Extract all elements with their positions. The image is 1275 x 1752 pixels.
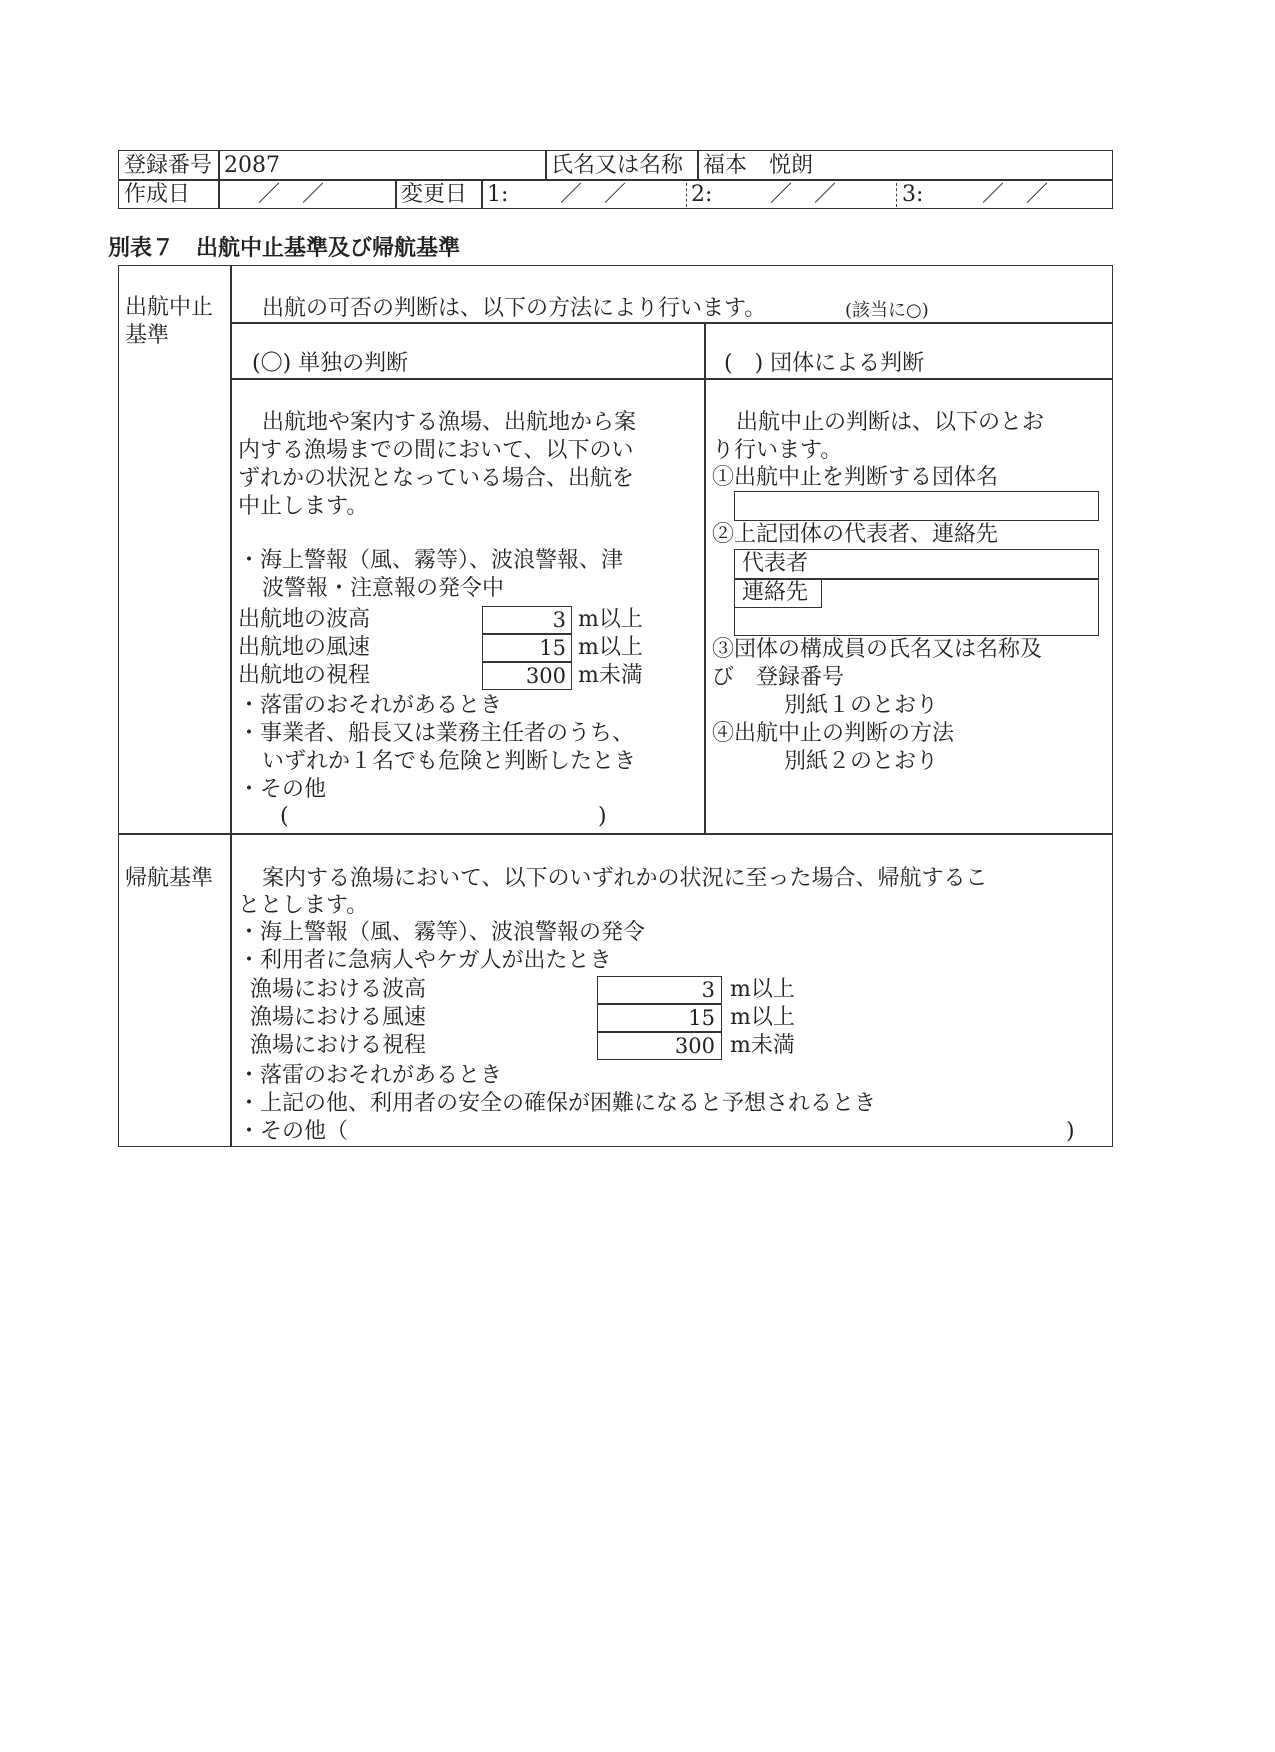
return-bullet-4: ・上記の他、利用者の安全の確保が困難になると予想されるとき bbox=[238, 1091, 877, 1116]
left-other-open: ( bbox=[280, 804, 289, 829]
left-other-close: ) bbox=[598, 804, 607, 829]
header-col-line bbox=[218, 150, 220, 209]
contact-label: 連絡先 bbox=[742, 580, 809, 605]
left-criterion-label: 出航地の視程 bbox=[238, 663, 371, 688]
right-item-2: ②上記団体の代表者、連絡先 bbox=[712, 522, 999, 547]
return-criterion-label: 漁場における風速 bbox=[250, 1005, 427, 1030]
left-criterion-unit: m以上 bbox=[578, 607, 643, 632]
header-dash bbox=[896, 183, 897, 207]
left-bullet-2: ・落雷のおそれがあるとき bbox=[238, 693, 503, 718]
left-bullet-3: ・事業者、船長又は業務主任者のうち、 bbox=[238, 721, 635, 746]
name-label: 氏名又は名称 bbox=[551, 153, 684, 178]
col-header-bottom-line bbox=[230, 378, 1113, 380]
change-2-label: 2: bbox=[691, 182, 713, 207]
left-bullet-4: ・その他 bbox=[238, 777, 327, 802]
right-item-4: ④出航中止の判断の方法 bbox=[712, 721, 955, 746]
col-header-group: ( ) 団体による判断 bbox=[724, 351, 925, 376]
departure-intro-note: (該当に○) bbox=[845, 300, 929, 321]
left-criterion-unit: m以上 bbox=[578, 635, 643, 660]
left-criterion-unit: m未満 bbox=[578, 663, 643, 688]
change-3-date: ／ ／ bbox=[982, 182, 1049, 207]
change-2-date: ／ ／ bbox=[770, 182, 837, 207]
left-para-4: 中止します。 bbox=[238, 494, 369, 519]
left-bullet-3-cont: いずれか１名でも危険と判断したとき bbox=[262, 749, 637, 774]
return-bullet-5-close: ) bbox=[1066, 1119, 1075, 1144]
right-para-2: り行います。 bbox=[712, 438, 843, 463]
intro-bottom-line bbox=[230, 322, 1113, 324]
reg-no-label: 登録番号 bbox=[124, 153, 213, 178]
rep-label: 代表者 bbox=[742, 551, 809, 576]
col-header-single: (〇) 単独の判断 bbox=[252, 351, 409, 376]
header-dash bbox=[686, 183, 687, 207]
departure-row-label: 出航中止 bbox=[125, 295, 214, 320]
created-date: ／ ／ bbox=[258, 182, 325, 207]
left-criterion-label: 出航地の風速 bbox=[238, 635, 371, 660]
return-criterion-value: 300 bbox=[674, 1034, 715, 1058]
change-3-label: 3: bbox=[902, 182, 924, 207]
left-para-3: ずれかの状況となっている場合、出航を bbox=[238, 466, 635, 491]
departure-row-label-2: 基準 bbox=[125, 323, 170, 348]
return-para-1: 案内する漁場において、以下のいずれかの状況に至った場合、帰航するこ bbox=[262, 866, 988, 891]
right-para-1: 出航中止の判断は、以下のとお bbox=[736, 410, 1045, 435]
return-criterion-value: 15 bbox=[688, 1006, 715, 1030]
return-row-label: 帰航基準 bbox=[125, 866, 214, 891]
departure-intro: 出航の可否の判断は、以下の方法により行います。 bbox=[262, 296, 767, 321]
return-bullet-2: ・利用者に急病人やケガ人が出たとき bbox=[238, 948, 612, 973]
header-col-line bbox=[481, 180, 483, 209]
right-item-3: ③団体の構成員の氏名又は名称及 bbox=[712, 637, 1043, 662]
group-name-field bbox=[734, 491, 1099, 521]
right-item-3-cont: び 登録番号 bbox=[712, 665, 845, 690]
name-value: 福本 悦朗 bbox=[703, 153, 814, 178]
header-col-line bbox=[697, 150, 699, 180]
return-para-2: ととします。 bbox=[238, 893, 369, 918]
left-para-1: 出航地や案内する漁場、出航地から案 bbox=[262, 410, 637, 435]
return-criterion-label: 漁場における波高 bbox=[250, 977, 427, 1002]
change-1-label: 1: bbox=[487, 182, 509, 207]
center-column-line bbox=[704, 322, 706, 834]
left-criterion-value: 3 bbox=[552, 608, 566, 632]
left-criterion-label: 出航地の波高 bbox=[238, 607, 371, 632]
change-1-date: ／ ／ bbox=[560, 182, 627, 207]
return-criterion-label: 漁場における視程 bbox=[250, 1033, 427, 1058]
right-item-4-ref: 別紙２のとおり bbox=[784, 749, 939, 774]
page-title: 別表７ 出航中止基準及び帰航基準 bbox=[108, 236, 461, 261]
changed-label: 変更日 bbox=[401, 182, 468, 207]
left-criterion-value: 15 bbox=[539, 636, 566, 660]
left-criterion-value: 300 bbox=[525, 664, 566, 688]
return-criterion-unit: m未満 bbox=[730, 1033, 795, 1058]
header-divider bbox=[118, 179, 1113, 181]
right-item-1: ①出航中止を判断する団体名 bbox=[712, 465, 999, 490]
return-bullet-5: ・その他（ bbox=[238, 1119, 349, 1144]
left-para-2: 内する漁場までの間において、以下のい bbox=[238, 438, 634, 463]
return-criterion-unit: m以上 bbox=[730, 977, 795, 1002]
return-bullet-1: ・海上警報（風、霧等）、波浪警報の発令 bbox=[238, 920, 646, 945]
header-col-line bbox=[395, 180, 397, 209]
return-criterion-value: 3 bbox=[701, 978, 715, 1002]
right-item-3-ref: 別紙１のとおり bbox=[784, 693, 939, 718]
left-bullet-1-cont: 波警報・注意報の発令中 bbox=[262, 576, 505, 601]
return-criterion-unit: m以上 bbox=[730, 1005, 795, 1030]
reg-no-value: 2087 bbox=[224, 153, 280, 178]
header-col-line bbox=[545, 150, 547, 180]
section-divider bbox=[118, 833, 1113, 835]
created-label: 作成日 bbox=[124, 182, 191, 207]
return-bullet-3: ・落雷のおそれがあるとき bbox=[238, 1063, 503, 1088]
left-bullet-1: ・海上警報（風、霧等）、波浪警報、津 bbox=[238, 548, 624, 573]
label-column-line bbox=[230, 265, 232, 1147]
